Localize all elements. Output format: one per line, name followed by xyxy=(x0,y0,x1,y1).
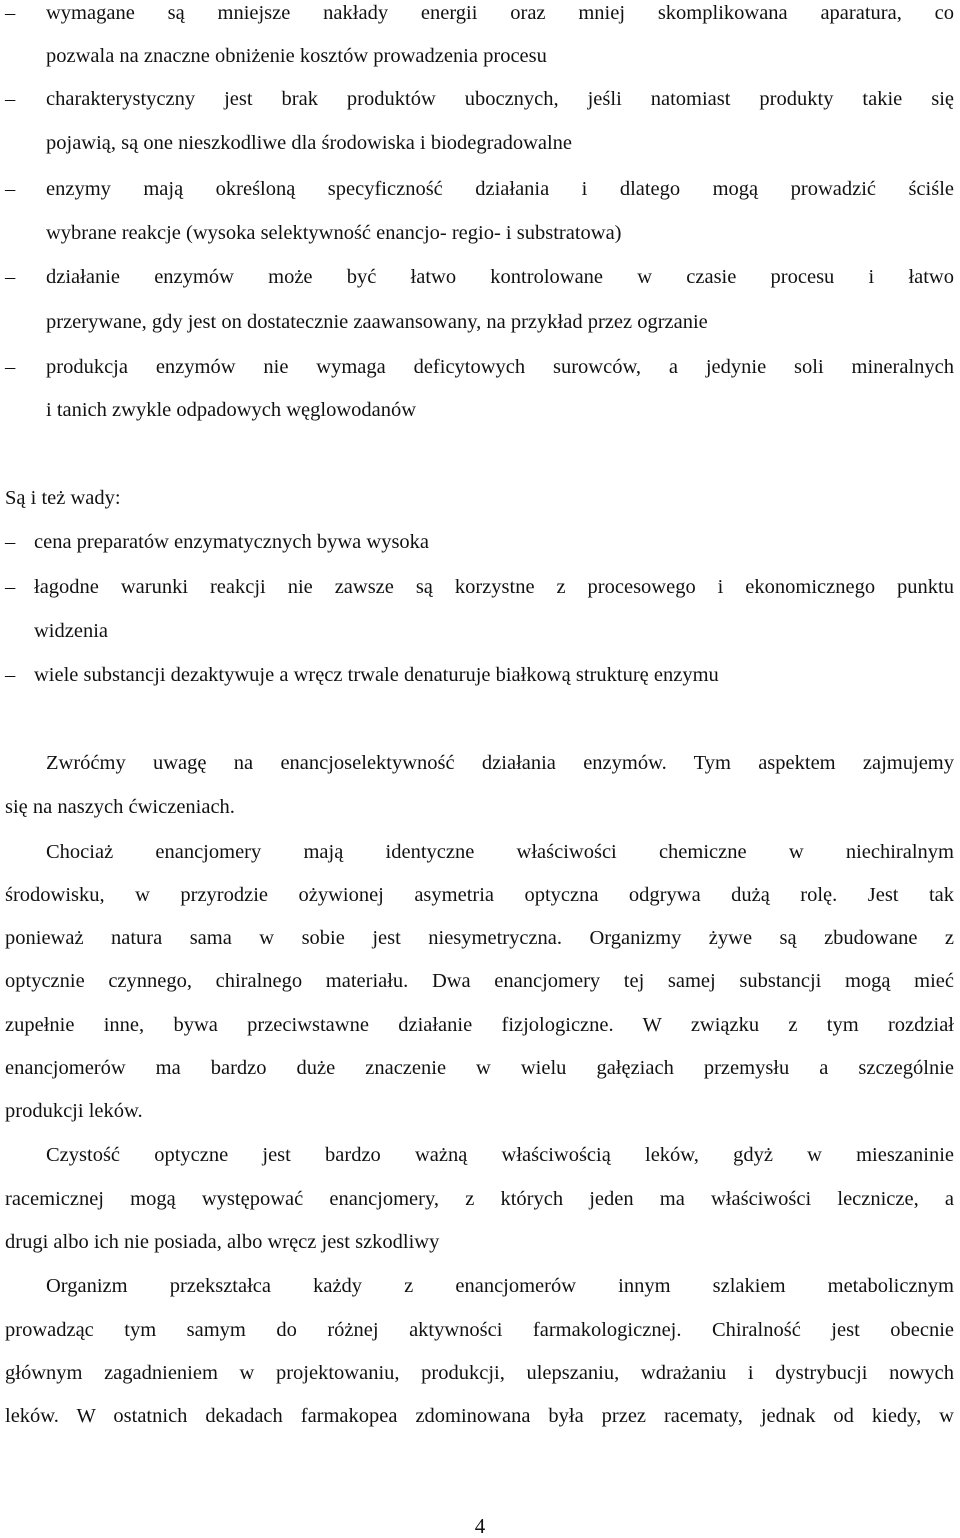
paragraph-line: enancjomerów ma bardzo duże znaczenie w wielu gałęziach przemysłu a szczególnie xyxy=(5,1057,954,1079)
list-item-text: enzymy mają określoną specyficzność działania i dlatego mogą prowadzić ściśle xyxy=(46,178,954,200)
paragraph-line: głównym zagadnieniem w projektowaniu, produkcji, ulepszaniu, wdrażaniu i dystrybucji nowych xyxy=(5,1362,954,1384)
list-item-text: widzenia xyxy=(34,620,108,642)
paragraph-line: optycznie czynnego, chiralnego materiału. Dwa enancjomery tej samej substancji mogą mieć xyxy=(5,970,954,992)
paragraph-line: Zwróćmy uwagę na enancjoselektywność działania enzymów. Tym aspektem zajmujemy xyxy=(46,752,954,774)
dash-bullet: – xyxy=(5,356,16,378)
disadvantages-heading: Są i też wady: xyxy=(5,487,121,509)
paragraph-line: środowisku, w przyrodzie ożywionej asymetria optyczna odgrywa dużą rolę. Jest tak xyxy=(5,884,954,906)
list-item-text: wiele substancji dezaktywuje a wręcz trwale denaturuje białkową strukturę enzymu xyxy=(34,664,719,686)
list-item-text: przerywane, gdy jest on dostatecznie zaawansowany, na przykład przez ogrzanie xyxy=(46,311,708,333)
dash-bullet: – xyxy=(5,266,16,288)
list-item-text: pojawią, są one nieszkodliwe dla środowiska i biodegradowalne xyxy=(46,132,573,154)
paragraph-line: Chociaż enancjomery mają identyczne właściwości chemiczne w niechiralnym xyxy=(46,841,954,863)
paragraph-line: prowadząc tym samym do różnej aktywności farmakologicznej. Chiralność jest obecnie xyxy=(5,1319,954,1341)
list-item-text: charakterystyczny jest brak produktów ubocznych, jeśli natomiast produkty takie się xyxy=(46,88,954,110)
list-item-text: cena preparatów enzymatycznych bywa wysoka xyxy=(34,531,430,553)
paragraph-line: drugi albo ich nie posiada, albo wręcz jest szkodliwy xyxy=(5,1231,440,1253)
list-item-text: produkcja enzymów nie wymaga deficytowych surowców, a jedynie soli mineralnych xyxy=(46,356,954,378)
dash-bullet: – xyxy=(5,531,16,553)
list-item-text: i tanich zwykle odpadowych węglowodanów xyxy=(46,399,417,421)
list-item-text: pozwala na znaczne obniżenie kosztów prowadzenia procesu xyxy=(46,45,547,67)
paragraph-line: ponieważ natura sama w sobie jest niesymetryczna. Organizmy żywe są zbudowane z xyxy=(5,927,954,949)
dash-bullet: – xyxy=(5,178,16,200)
paragraph-line: zupełnie inne, bywa przeciwstawne działanie fizjologiczne. W związku z tym rozdział xyxy=(5,1014,954,1036)
paragraph-line: produkcji leków. xyxy=(5,1100,143,1122)
dash-bullet: – xyxy=(5,88,16,110)
list-item-text: wybrane reakcje (wysoka selektywność enancjo- regio- i substratowa) xyxy=(46,222,622,244)
paragraph-line: leków. W ostatnich dekadach farmakopea zdominowana była przez racematy, jednak od kiedy, w xyxy=(5,1405,954,1427)
dash-bullet: – xyxy=(5,664,16,686)
page-number: 4 xyxy=(474,1514,486,1538)
dash-bullet: – xyxy=(5,576,16,598)
paragraph-line: racemicznej mogą występować enancjomery, z których jeden ma właściwości lecznicze, a xyxy=(5,1188,954,1210)
dash-bullet: – xyxy=(5,2,16,24)
list-item-text: łagodne warunki reakcji nie zawsze są korzystne z procesowego i ekonomicznego punktu xyxy=(34,576,954,598)
paragraph-line: Czystość optyczne jest bardzo ważną właściwością leków, gdyż w mieszaninie xyxy=(46,1144,954,1166)
paragraph-line: się na naszych ćwiczeniach. xyxy=(5,796,235,818)
paragraph-line: Organizm przekształca każdy z enancjomerów innym szlakiem metabolicznym xyxy=(46,1275,954,1297)
list-item-text: wymagane są mniejsze nakłady energii oraz mniej skomplikowana aparatura, co xyxy=(46,2,954,24)
list-item-text: działanie enzymów może być łatwo kontrolowane w czasie procesu i łatwo xyxy=(46,266,954,288)
